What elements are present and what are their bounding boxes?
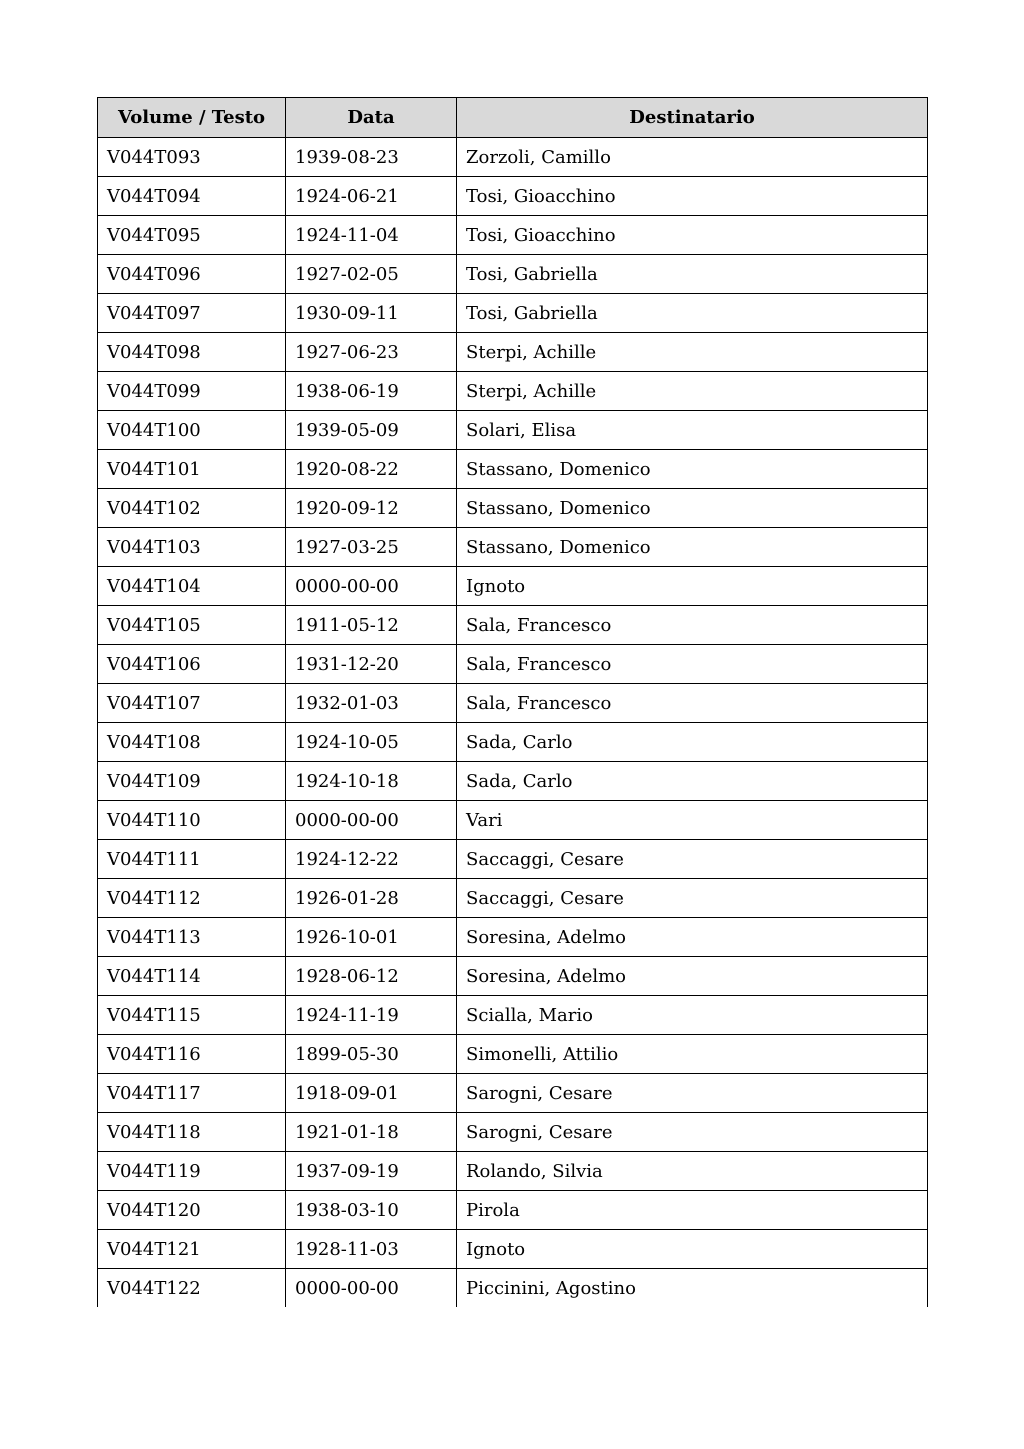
cell-data: 1927-06-23 bbox=[286, 333, 457, 372]
cell-data: 1926-10-01 bbox=[286, 918, 457, 957]
cell-data: 1924-11-04 bbox=[286, 216, 457, 255]
cell-volume-testo: V044T109 bbox=[98, 762, 286, 801]
table-row bbox=[98, 840, 928, 879]
cell-destinatario: Stassano, Domenico bbox=[457, 528, 928, 567]
table-row bbox=[98, 489, 928, 528]
cell-destinatario: Tosi, Gioacchino bbox=[457, 177, 928, 216]
cell-data: 1927-03-25 bbox=[286, 528, 457, 567]
table-row bbox=[98, 411, 928, 450]
cell-destinatario: Rolando, Silvia bbox=[457, 1152, 928, 1191]
table-header-row bbox=[98, 98, 928, 138]
cell-destinatario: Sala, Francesco bbox=[457, 606, 928, 645]
cell-volume-testo: V044T121 bbox=[98, 1230, 286, 1269]
table-row bbox=[98, 1074, 928, 1113]
cell-volume-testo: V044T117 bbox=[98, 1074, 286, 1113]
cell-volume-testo: V044T119 bbox=[98, 1152, 286, 1191]
cell-data: 1920-09-12 bbox=[286, 489, 457, 528]
cell-destinatario: Pirola bbox=[457, 1191, 928, 1230]
cell-volume-testo: V044T105 bbox=[98, 606, 286, 645]
cell-volume-testo: V044T101 bbox=[98, 450, 286, 489]
cell-destinatario: Tosi, Gabriella bbox=[457, 294, 928, 333]
cell-data: 1939-08-23 bbox=[286, 138, 457, 177]
header-destinatario: Destinatario bbox=[457, 98, 928, 138]
cell-destinatario: Sala, Francesco bbox=[457, 645, 928, 684]
table-row bbox=[98, 879, 928, 918]
cell-data: 1937-09-19 bbox=[286, 1152, 457, 1191]
cell-data: 1924-06-21 bbox=[286, 177, 457, 216]
table-row bbox=[98, 996, 928, 1035]
header-volume-testo: Volume / Testo bbox=[98, 98, 286, 138]
cell-destinatario: Saccaggi, Cesare bbox=[457, 840, 928, 879]
cell-destinatario: Stassano, Domenico bbox=[457, 489, 928, 528]
cell-volume-testo: V044T112 bbox=[98, 879, 286, 918]
table-row bbox=[98, 957, 928, 996]
cell-data: 1924-11-19 bbox=[286, 996, 457, 1035]
cell-data: 1931-12-20 bbox=[286, 645, 457, 684]
cell-volume-testo: V044T111 bbox=[98, 840, 286, 879]
table-row bbox=[98, 567, 928, 606]
cell-volume-testo: V044T093 bbox=[98, 138, 286, 177]
cell-volume-testo: V044T098 bbox=[98, 333, 286, 372]
cell-destinatario: Soresina, Adelmo bbox=[457, 957, 928, 996]
cell-destinatario: Sada, Carlo bbox=[457, 762, 928, 801]
table-row bbox=[98, 177, 928, 216]
table-row bbox=[98, 801, 928, 840]
cell-data: 1938-03-10 bbox=[286, 1191, 457, 1230]
table-row bbox=[98, 606, 928, 645]
cell-volume-testo: V044T106 bbox=[98, 645, 286, 684]
table-row bbox=[98, 255, 928, 294]
cell-volume-testo: V044T107 bbox=[98, 684, 286, 723]
cell-data: 1927-02-05 bbox=[286, 255, 457, 294]
header-data: Data bbox=[286, 98, 457, 138]
table-row bbox=[98, 372, 928, 411]
cell-volume-testo: V044T110 bbox=[98, 801, 286, 840]
cell-volume-testo: V044T120 bbox=[98, 1191, 286, 1230]
cell-volume-testo: V044T115 bbox=[98, 996, 286, 1035]
table-row bbox=[98, 1191, 928, 1230]
cell-data: 1899-05-30 bbox=[286, 1035, 457, 1074]
cell-data: 1932-01-03 bbox=[286, 684, 457, 723]
cell-destinatario: Ignoto bbox=[457, 1230, 928, 1269]
table-row bbox=[98, 1035, 928, 1074]
cell-data: 1928-11-03 bbox=[286, 1230, 457, 1269]
cell-volume-testo: V044T116 bbox=[98, 1035, 286, 1074]
cell-data: 1924-12-22 bbox=[286, 840, 457, 879]
cell-destinatario: Solari, Elisa bbox=[457, 411, 928, 450]
cell-destinatario: Soresina, Adelmo bbox=[457, 918, 928, 957]
cell-destinatario: Vari bbox=[457, 801, 928, 840]
cell-volume-testo: V044T113 bbox=[98, 918, 286, 957]
cell-data: 1918-09-01 bbox=[286, 1074, 457, 1113]
cell-destinatario: Sterpi, Achille bbox=[457, 333, 928, 372]
cell-destinatario: Tosi, Gabriella bbox=[457, 255, 928, 294]
cell-data: 1939-05-09 bbox=[286, 411, 457, 450]
cell-volume-testo: V044T118 bbox=[98, 1113, 286, 1152]
table-row bbox=[98, 645, 928, 684]
letters-table bbox=[97, 97, 928, 1307]
table-row bbox=[98, 1152, 928, 1191]
table-row bbox=[98, 723, 928, 762]
cell-volume-testo: V044T099 bbox=[98, 372, 286, 411]
cell-destinatario: Sarogni, Cesare bbox=[457, 1113, 928, 1152]
cell-destinatario: Scialla, Mario bbox=[457, 996, 928, 1035]
table-row bbox=[98, 528, 928, 567]
cell-destinatario: Sterpi, Achille bbox=[457, 372, 928, 411]
cell-data: 0000-00-00 bbox=[286, 567, 457, 606]
table-row bbox=[98, 762, 928, 801]
cell-volume-testo: V044T114 bbox=[98, 957, 286, 996]
cell-destinatario: Sala, Francesco bbox=[457, 684, 928, 723]
cell-data: 1924-10-05 bbox=[286, 723, 457, 762]
table-row bbox=[98, 918, 928, 957]
table-row bbox=[98, 684, 928, 723]
cell-volume-testo: V044T096 bbox=[98, 255, 286, 294]
cell-volume-testo: V044T122 bbox=[98, 1269, 286, 1308]
table-row bbox=[98, 1230, 928, 1269]
cell-data: 1930-09-11 bbox=[286, 294, 457, 333]
table-row bbox=[98, 450, 928, 489]
table-row bbox=[98, 333, 928, 372]
cell-data: 1938-06-19 bbox=[286, 372, 457, 411]
cell-volume-testo: V044T108 bbox=[98, 723, 286, 762]
cell-data: 1928-06-12 bbox=[286, 957, 457, 996]
cell-data: 1911-05-12 bbox=[286, 606, 457, 645]
cell-volume-testo: V044T097 bbox=[98, 294, 286, 333]
table-row bbox=[98, 1113, 928, 1152]
cell-destinatario: Sarogni, Cesare bbox=[457, 1074, 928, 1113]
cell-destinatario: Tosi, Gioacchino bbox=[457, 216, 928, 255]
cell-destinatario: Ignoto bbox=[457, 567, 928, 606]
cell-volume-testo: V044T103 bbox=[98, 528, 286, 567]
cell-volume-testo: V044T100 bbox=[98, 411, 286, 450]
table-row bbox=[98, 1269, 928, 1308]
cell-data: 1920-08-22 bbox=[286, 450, 457, 489]
cell-destinatario: Saccaggi, Cesare bbox=[457, 879, 928, 918]
cell-volume-testo: V044T104 bbox=[98, 567, 286, 606]
cell-destinatario: Simonelli, Attilio bbox=[457, 1035, 928, 1074]
cell-destinatario: Stassano, Domenico bbox=[457, 450, 928, 489]
cell-destinatario: Piccinini, Agostino bbox=[457, 1269, 928, 1308]
cell-destinatario: Sada, Carlo bbox=[457, 723, 928, 762]
cell-data: 1926-01-28 bbox=[286, 879, 457, 918]
cell-volume-testo: V044T102 bbox=[98, 489, 286, 528]
cell-data: 1921-01-18 bbox=[286, 1113, 457, 1152]
cell-data: 1924-10-18 bbox=[286, 762, 457, 801]
cell-destinatario: Zorzoli, Camillo bbox=[457, 138, 928, 177]
table-body bbox=[98, 138, 928, 1308]
cell-data: 0000-00-00 bbox=[286, 1269, 457, 1308]
cell-volume-testo: V044T095 bbox=[98, 216, 286, 255]
table-row bbox=[98, 294, 928, 333]
cell-data: 0000-00-00 bbox=[286, 801, 457, 840]
table-row bbox=[98, 138, 928, 177]
table-row bbox=[98, 216, 928, 255]
cell-volume-testo: V044T094 bbox=[98, 177, 286, 216]
